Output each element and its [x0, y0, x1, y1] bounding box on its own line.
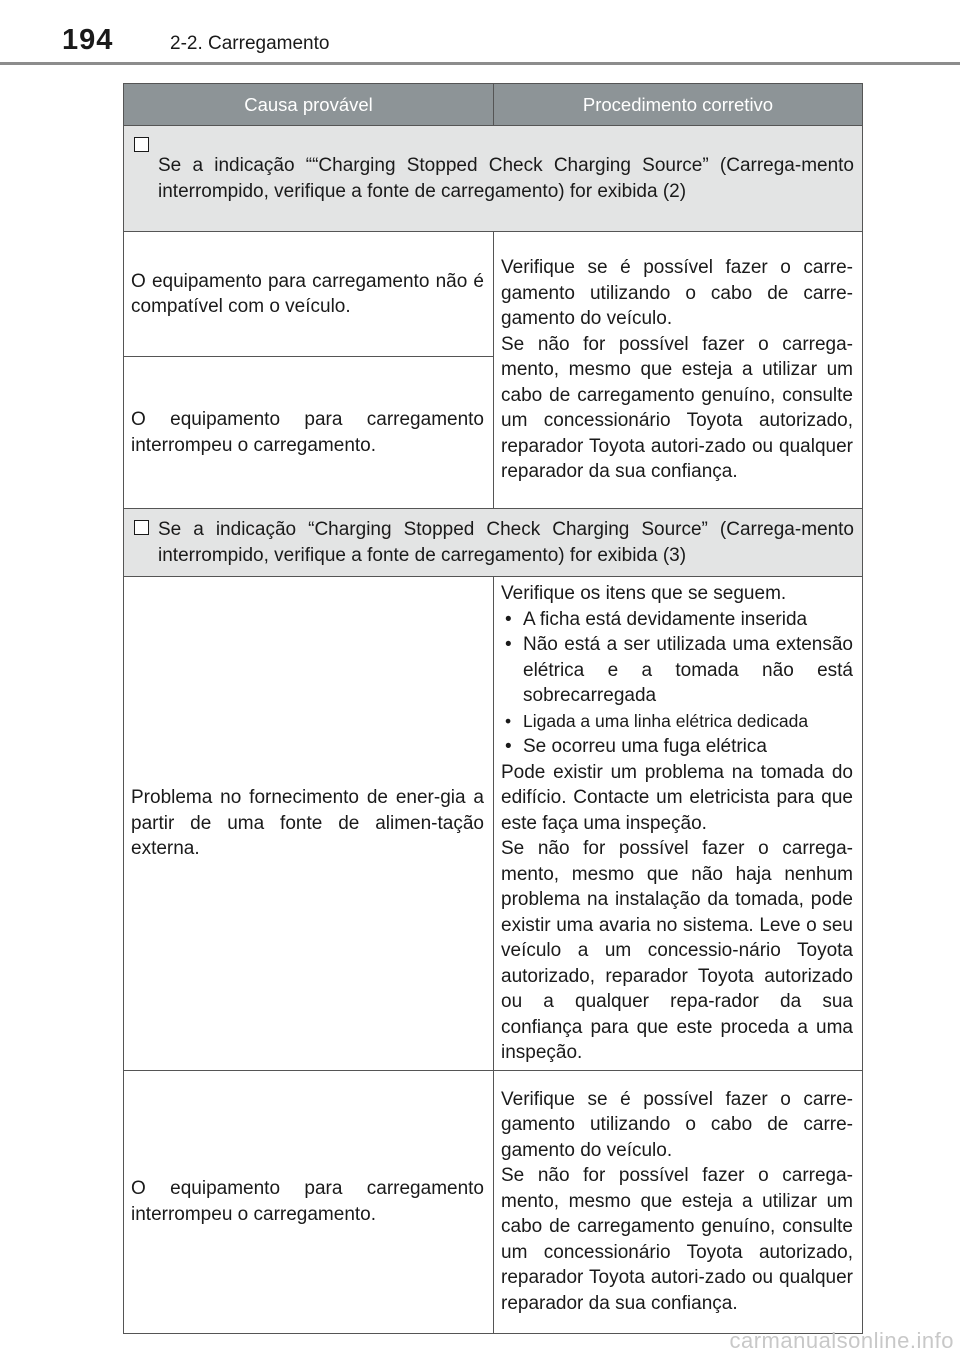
section-heading-text: Se a indicação “Charging Stopped Check Charging Source” (Carrega-mento interrompido, verifique a fonte de carregamento) for exibida (3) — [158, 519, 854, 566]
bullet-icon: • — [505, 608, 512, 630]
procedure-text: Verifique os itens que se seguem. — [501, 583, 787, 604]
procedure-cell — [494, 232, 863, 509]
table-row — [124, 232, 863, 357]
table-header-row — [124, 84, 863, 126]
cause-cell: Problema no fornecimento de ener-gia a partir de uma fonte de alimen-tação externa. — [124, 577, 494, 1071]
bullet-icon: • — [505, 634, 512, 655]
procedure-cell — [494, 577, 863, 1071]
procedure-text: Se não for possível fazer o carrega-mento, mesmo que não haja nenhum problema na instalação da tomada, pode existir uma avaria no sistema. Leve o seu veículo a um concessio-nário Toyota autorizado, reparador Toyota autorizado ou a qualquer repa-rador da sua confiança para que este proceda a uma inspeção. — [501, 838, 853, 1063]
list-item: • Não está a ser utilizada uma extensão elétrica e a tomada não está sobrecarregada — [501, 632, 853, 709]
bullet-icon: • — [505, 736, 512, 757]
section-row — [124, 509, 863, 577]
cause-cell: O equipamento para carregamento interrompeu o carregamento. — [124, 357, 494, 509]
checkbox-bullet-icon — [134, 520, 149, 535]
header-divider — [0, 62, 960, 65]
section-heading-2 — [124, 126, 863, 232]
bullet-icon: • — [505, 710, 512, 731]
section-heading-text: Se a indicação ““Charging Stopped Check Charging Source” (Carrega-mento interrompido, verifique a fonte de carregamento) for exibida (2) — [158, 155, 854, 202]
column-header-procedure: Procedimento corretivo — [494, 84, 863, 126]
troubleshooting-table — [123, 83, 863, 1334]
cause-cell: O equipamento para carregamento não é compatível com o veículo. — [124, 232, 494, 357]
procedure-text: Verifique se é possível fazer o carre-gamento utilizando o cabo de carre-gamento do veículo. — [501, 257, 853, 330]
cause-cell: O equipamento para carregamento interrompeu o carregamento. — [124, 1070, 494, 1333]
procedure-text: Pode existir um problema na tomada do edifício. Contacte um eletricista para que este faça uma inspeção. — [501, 761, 853, 834]
section-row — [124, 126, 863, 232]
list-item: • Ligada a uma linha elétrica dedicada — [501, 709, 853, 735]
watermark: carmanualsonline.info — [729, 1328, 954, 1353]
procedure-text: Verifique se é possível fazer o carre-gamento utilizando o cabo de carre-gamento do veículo. — [501, 1088, 853, 1161]
page-number: 194 — [62, 24, 114, 56]
section-title: 2-2. Carregamento — [170, 33, 330, 54]
checkbox-bullet-icon — [134, 137, 149, 152]
procedure-cell — [494, 1070, 863, 1333]
table-row — [124, 577, 863, 1071]
list-item: • A ficha está devidamente inserida — [501, 607, 853, 633]
table-row — [124, 1070, 863, 1333]
section-heading-3 — [124, 509, 863, 577]
list-item: • Se ocorreu uma fuga elétrica — [501, 734, 853, 760]
column-header-cause: Causa provável — [124, 84, 494, 126]
procedure-text: Se não for possível fazer o carrega-mento, mesmo que esteja a utilizar um cabo de carregamento genuíno, consulte um concessionário Toyota autorizado, reparador Toyota autori-zado ou qualquer reparador da sua confiança. — [501, 333, 853, 483]
procedure-text: Se não for possível fazer o carrega-mento, mesmo que esteja a utilizar um cabo de carregamento genuíno, consulte um concessionário Toyota autorizado, reparador Toyota autori-zado ou qualquer reparador da sua confiança. — [501, 1165, 853, 1314]
